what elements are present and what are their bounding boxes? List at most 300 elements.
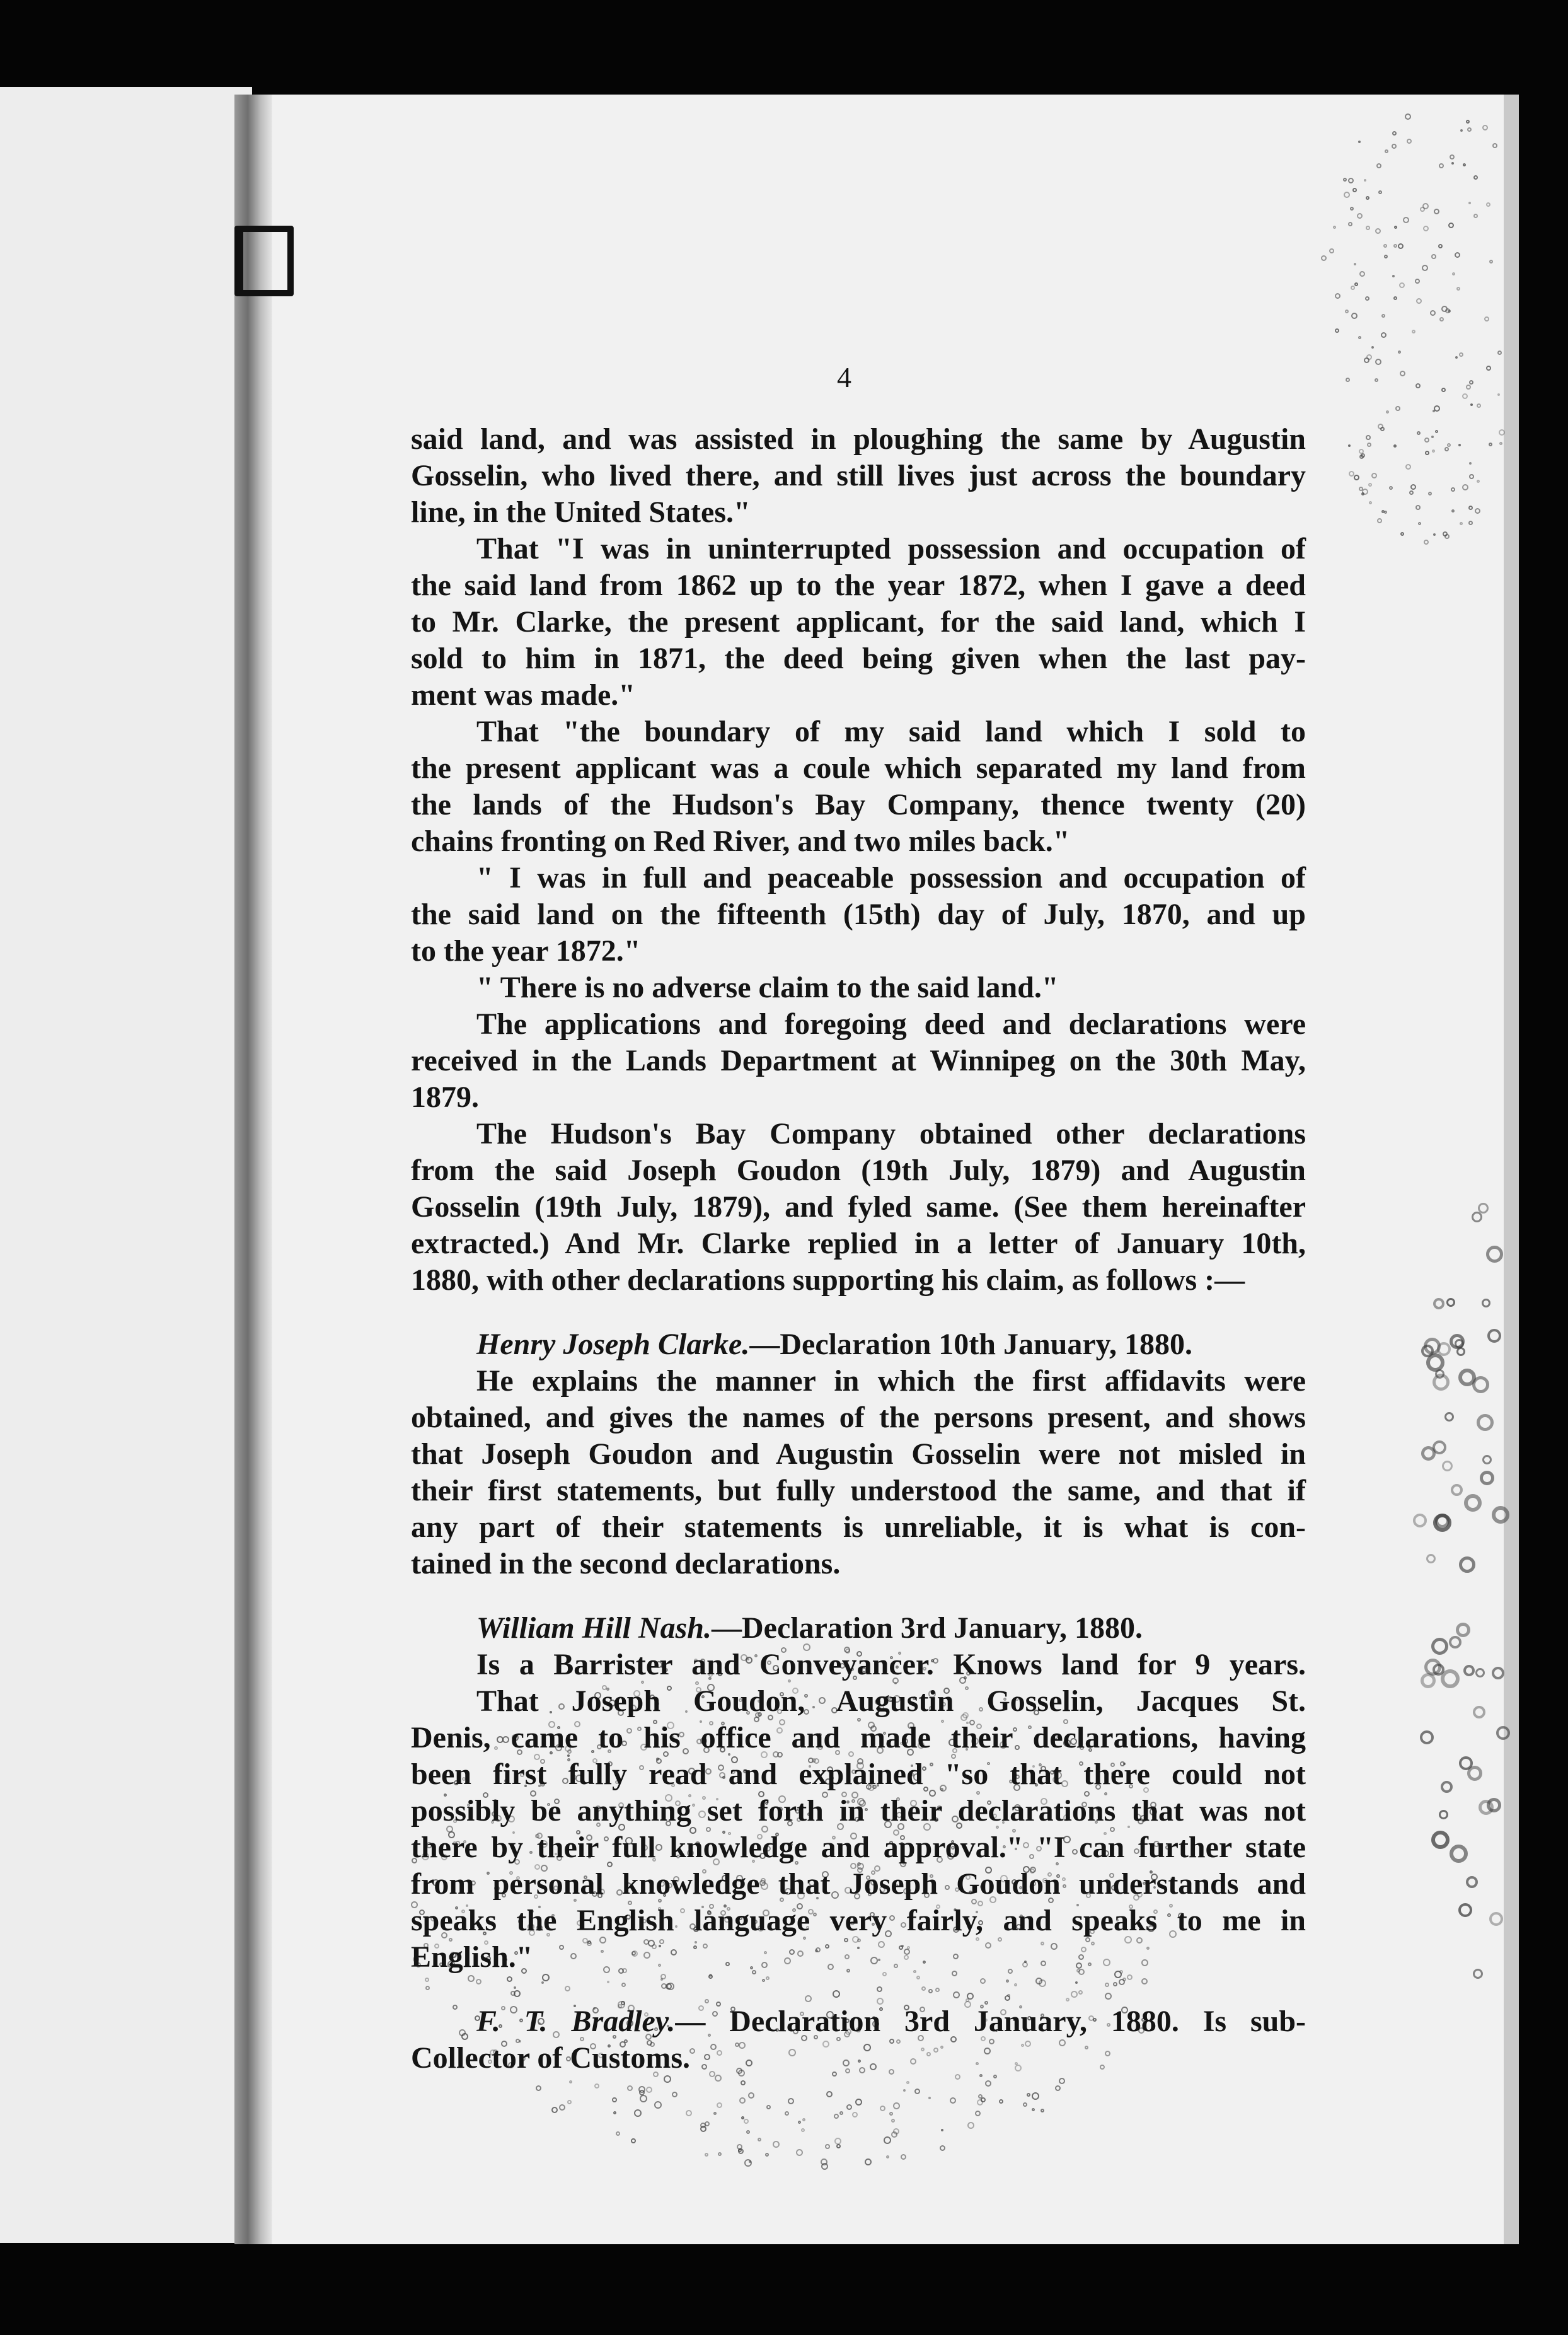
declaration-heading (411, 1610, 1306, 1647)
text-line: The applications and foregoing deed and declarations were (476, 1007, 1306, 1041)
print-speckle (852, 2112, 858, 2118)
print-speckle (999, 2099, 1003, 2104)
print-speckle (1375, 228, 1381, 234)
print-speckle (941, 2129, 943, 2131)
print-speckle (796, 2149, 803, 2156)
print-speckle (1375, 359, 1381, 365)
paragraph (411, 970, 1306, 1006)
print-speckle (967, 2122, 974, 2129)
print-speckle (1027, 2093, 1030, 2097)
print-speckle (640, 2095, 647, 2102)
print-speckle (627, 2085, 633, 2091)
print-speckle (1468, 506, 1473, 510)
print-speckle (788, 2098, 794, 2104)
text-line: Denis, came to his office and made their declarations, having (411, 1721, 1306, 1754)
print-speckle (1451, 487, 1455, 492)
text-line: speaks the English language very fairly, and speaks to me in (411, 1904, 1306, 1937)
print-speckle (1447, 443, 1451, 447)
print-speckle (1344, 192, 1350, 198)
print-speckle (785, 2111, 789, 2116)
print-speckle (1393, 444, 1397, 448)
print-speckle (1410, 484, 1416, 490)
print-speckle (1361, 453, 1365, 458)
print-speckle (1348, 222, 1352, 226)
print-speckle (551, 2107, 558, 2113)
text-line: their first statements, but fully understood the same, and that if (411, 1474, 1306, 1507)
print-speckle (1403, 217, 1409, 223)
text-line: there by their full knowledge and approval." "I can further state (411, 1831, 1306, 1864)
print-speckle (839, 2111, 843, 2115)
print-speckle (1359, 271, 1365, 277)
print-speckle (1489, 443, 1492, 446)
print-speckle (1352, 188, 1357, 192)
paragraph (411, 531, 1306, 714)
print-speckle (1431, 1831, 1450, 1849)
print-speckle (1475, 1668, 1485, 1677)
print-speckle (1452, 272, 1455, 275)
declaration-heading (411, 2003, 1306, 2040)
declaration-entry (411, 1326, 1306, 1582)
print-speckle (1434, 209, 1439, 214)
print-speckle (1443, 531, 1448, 536)
print-speckle (1378, 424, 1383, 429)
text-line: from personal knowledge that Joseph Goudon understands and (411, 1867, 1306, 1901)
paragraph (411, 421, 1306, 531)
page-edge-shadow (1504, 95, 1519, 2244)
text-line: said land, and was assisted in ploughing the same by Augustin (411, 422, 1306, 456)
print-speckle (1451, 509, 1455, 513)
print-speckle (1473, 175, 1478, 180)
print-speckle (950, 2097, 956, 2104)
text-line: English." (411, 1940, 533, 1974)
print-speckle (612, 2097, 617, 2102)
print-speckle (1350, 207, 1354, 211)
print-speckle (1351, 313, 1358, 319)
text-line: received in the Lands Department at Winnipeg on the 30th May, (411, 1044, 1306, 1077)
print-speckle (1424, 540, 1429, 545)
print-speckle (1428, 492, 1432, 495)
print-speckle (1473, 214, 1478, 218)
print-speckle (846, 2104, 852, 2110)
print-speckle (1433, 533, 1436, 536)
print-speckle (975, 2111, 981, 2116)
text-line: chains fronting on Red River, and two miles back." (411, 825, 1070, 858)
print-speckle (559, 2104, 565, 2111)
text-line: the lands of the Hudson's Bay Company, thence twenty (20) (411, 788, 1306, 821)
print-speckle (1450, 154, 1455, 159)
print-speckle (1394, 226, 1397, 229)
print-speckle (1366, 196, 1369, 200)
text-line: Is a Barrister and Conveyancer. Knows land for 9 years. (476, 1648, 1306, 1681)
print-speckle (1487, 1329, 1501, 1343)
print-speckle (1371, 473, 1377, 478)
text-line: tained in the second declarations. (411, 1547, 841, 1580)
text-line: to Mr. Clarke, the present applicant, for the said land, which I (411, 605, 1306, 639)
print-speckle (1434, 405, 1440, 412)
print-speckle (1492, 1667, 1504, 1679)
declarant-name: Henry Joseph Clarke. (476, 1328, 750, 1361)
print-speckle (1431, 1638, 1448, 1655)
print-speckle (1393, 296, 1397, 300)
print-speckle (1377, 518, 1382, 523)
print-speckle (1469, 474, 1474, 479)
print-speckle (1399, 282, 1405, 288)
print-speckle (744, 2119, 749, 2124)
print-speckle (914, 2089, 920, 2094)
print-speckle (1497, 351, 1502, 355)
print-speckle (1477, 1414, 1494, 1431)
print-speckle (801, 2128, 805, 2132)
print-speckle (1400, 532, 1404, 536)
print-speckle (1358, 336, 1361, 339)
print-speckle (1459, 1556, 1475, 1573)
print-speckle (940, 2145, 945, 2151)
print-speckle (1368, 483, 1372, 487)
text-line: extracted.) And Mr. Clarke replied in a letter of January 10th, (411, 1227, 1306, 1260)
print-speckle (1365, 296, 1369, 301)
print-speckle (1464, 1494, 1482, 1512)
print-speckle (713, 2112, 717, 2115)
print-speckle (802, 2118, 805, 2121)
print-speckle (718, 2152, 722, 2156)
print-speckle (654, 2101, 662, 2109)
print-speckle (773, 2141, 780, 2148)
print-speckle (1459, 352, 1463, 357)
declaration-entry (411, 1610, 1306, 1976)
print-speckle (1444, 1412, 1454, 1422)
print-speckle (738, 2148, 742, 2152)
print-speckle (1446, 1298, 1455, 1307)
print-speckle (865, 2158, 872, 2165)
print-speckle (1441, 388, 1446, 392)
text-line: possibly be anything set forth in their declarations that was not (411, 1794, 1306, 1828)
print-speckle (1413, 1514, 1427, 1527)
print-speckle (880, 2106, 885, 2111)
print-speckle (928, 2097, 931, 2099)
print-speckle (1499, 442, 1502, 445)
print-speckle (1023, 2102, 1027, 2107)
print-speckle (686, 2110, 692, 2116)
print-speckle (1482, 1455, 1492, 1464)
print-speckle (741, 2080, 746, 2085)
print-speckle (646, 2087, 652, 2093)
print-speckle (1354, 263, 1356, 265)
print-speckle (1463, 163, 1466, 166)
print-speckle (1492, 143, 1497, 148)
print-speckle (1451, 162, 1454, 165)
text-line: from the said Joseph Goudon (19th July, 1879) and Augustin (411, 1154, 1306, 1187)
print-speckle (705, 2153, 708, 2157)
declaration-heading (411, 1326, 1306, 1363)
print-speckle (1438, 244, 1443, 248)
print-speckle (1486, 366, 1491, 371)
text-line: the said land on the fifteenth (15th) day of July, 1870, and up (411, 898, 1306, 931)
text-line: to the year 1872." (411, 934, 641, 968)
print-speckle (1359, 449, 1364, 454)
print-speckle (613, 2111, 616, 2114)
print-speckle (977, 2099, 983, 2106)
print-speckle (1455, 356, 1458, 359)
print-speckle (1466, 120, 1470, 124)
print-speckle (1395, 406, 1400, 411)
print-speckle (1418, 522, 1421, 525)
print-speckle (1367, 443, 1371, 447)
print-speckle (893, 2128, 899, 2135)
print-speckle (1477, 480, 1480, 483)
print-speckle (1472, 1212, 1482, 1222)
print-speckle (1381, 314, 1385, 318)
print-speckle (1455, 1339, 1464, 1348)
print-speckle (616, 2131, 620, 2136)
print-speckle (1492, 1506, 1509, 1524)
print-speckle (1366, 226, 1370, 230)
print-speckle (749, 2160, 751, 2163)
print-speckle (1329, 248, 1334, 253)
print-speckle (1420, 1730, 1434, 1744)
declaration-date: —Declaration 10th January, 1880. (749, 1328, 1192, 1361)
print-speckle (1343, 178, 1347, 182)
print-speckle (901, 2154, 906, 2160)
print-speckle (855, 2099, 862, 2106)
print-speckle (1473, 1969, 1483, 1979)
print-speckle (766, 2105, 771, 2109)
print-speckle (634, 2109, 642, 2117)
text-line: any part of their statements is unreliable, it is what is con- (411, 1510, 1306, 1544)
print-speckle (1422, 265, 1428, 271)
print-speckle (1393, 244, 1397, 248)
facing-page (0, 87, 252, 2243)
text-line: Gosselin (19th July, 1879), and fyled same. (See them hereinafter (411, 1190, 1306, 1224)
print-speckle (1448, 310, 1451, 313)
print-speckle (765, 2153, 769, 2157)
print-speckle (1032, 2092, 1039, 2100)
print-speckle (1421, 1673, 1436, 1688)
print-speckle (903, 2089, 906, 2092)
print-speckle (567, 2100, 572, 2104)
text-line: Gosselin, who lived there, and still lives just across the boundary (411, 459, 1306, 492)
text-line: 1879. (411, 1081, 479, 1114)
print-speckle (1321, 255, 1327, 261)
print-speckle (1496, 1726, 1510, 1740)
print-speckle (1484, 316, 1489, 322)
text-line: That "the boundary of my said land which I sold to (476, 715, 1306, 748)
print-speckle (1444, 447, 1449, 451)
paragraph (411, 1006, 1306, 1116)
print-speckle (1415, 505, 1421, 510)
print-speckle (906, 2081, 909, 2084)
text-line: obtained, and gives the names of the persons present, and shows (411, 1401, 1306, 1434)
section-gap (411, 1299, 1306, 1326)
print-speckle (1456, 287, 1460, 291)
print-speckle (889, 2112, 893, 2116)
print-speckle (1448, 223, 1454, 228)
text-line: That "I was in uninterrupted possession and occupation of (476, 532, 1306, 565)
print-speckle (985, 2080, 991, 2087)
print-speckle (1371, 346, 1374, 349)
print-speckle (1469, 462, 1472, 465)
print-speckle (1383, 244, 1387, 248)
binding-gutter (234, 95, 272, 2244)
text-line: ment was made." (411, 678, 635, 712)
print-speckle (1389, 486, 1393, 490)
print-speckle (1421, 1446, 1436, 1461)
section-gap (411, 1582, 1306, 1610)
print-speckle (1055, 2085, 1061, 2091)
print-speckle (826, 2091, 833, 2097)
print-speckle (717, 2102, 722, 2108)
print-speckle (1430, 310, 1436, 316)
print-speckle (798, 2121, 801, 2124)
print-speckle (748, 2092, 754, 2099)
print-speckle (1433, 1514, 1451, 1532)
print-speckle (1424, 437, 1429, 443)
print-speckle (1335, 328, 1339, 333)
print-speckle (825, 2144, 830, 2149)
print-speckle (1398, 351, 1401, 354)
print-speckle (1460, 522, 1463, 525)
text-line: that Joseph Goudon and Augustin Gosselin were not misled in (411, 1437, 1306, 1471)
paragraph (411, 1116, 1306, 1299)
binding-clip-icon (234, 226, 294, 296)
print-speckle (1497, 393, 1500, 396)
declaration-date: —Declaration 3rd January, 1880. (711, 1611, 1143, 1645)
print-speckle (1433, 1298, 1444, 1309)
paragraph (411, 714, 1306, 860)
print-speckle (1385, 149, 1388, 153)
print-speckle (1425, 451, 1429, 455)
text-line: " I was in full and peaceable possession and occupation of (476, 861, 1306, 895)
text-line: sold to him in 1871, the deed being given when the last pay- (411, 642, 1306, 675)
print-speckle (1451, 1484, 1463, 1496)
print-speckle (1412, 330, 1415, 333)
print-speckle (1333, 226, 1336, 229)
print-speckle (1486, 1246, 1503, 1263)
print-speckle (569, 2080, 572, 2083)
print-speckle (1398, 243, 1404, 249)
text-line: 1880, with other declarations supporting his claim, as follows :— (411, 1263, 1245, 1297)
print-speckle (1467, 127, 1472, 132)
print-speckle (1392, 275, 1395, 277)
print-speckle (594, 2083, 599, 2089)
print-speckle (1449, 1636, 1461, 1648)
print-speckle (1462, 484, 1468, 490)
print-speckle (700, 2123, 706, 2128)
print-speckle (1384, 255, 1388, 258)
text-line: the present applicant was a coule which separated my land from (411, 751, 1306, 785)
print-speckle (1469, 380, 1473, 385)
print-speckle (821, 2158, 827, 2165)
text-line: the said land from 1862 up to the year 1872, when I gave a deed (411, 569, 1306, 602)
print-speckle (1416, 298, 1422, 304)
print-speckle (1458, 444, 1461, 446)
print-speckle (1405, 464, 1411, 470)
print-speckle (1432, 449, 1435, 453)
print-speckle (1426, 1554, 1436, 1563)
print-speckle (1420, 207, 1425, 212)
print-speckle (1426, 1353, 1444, 1372)
print-speckle (1357, 213, 1363, 219)
text-line: Collector of Customs. (411, 2041, 691, 2075)
print-speckle (1431, 436, 1434, 438)
print-speckle (1346, 378, 1350, 382)
print-speckle (1456, 1623, 1470, 1637)
print-speckle (1366, 435, 1371, 440)
print-speckle (1354, 282, 1358, 286)
print-speckle (1041, 2109, 1044, 2112)
print-speckle (834, 2114, 839, 2119)
print-speckle (1487, 1798, 1501, 1812)
print-speckle (1405, 113, 1411, 120)
print-speckle (1392, 131, 1397, 136)
print-speckle (1441, 1781, 1453, 1793)
print-speckle (893, 2102, 900, 2109)
print-speckle (741, 2116, 744, 2119)
print-speckle (1486, 202, 1490, 207)
print-speckle (1463, 1665, 1475, 1676)
print-speckle (1439, 163, 1444, 168)
text-line: been first fully read and explained "so that there could not (411, 1758, 1306, 1791)
print-speckle (1470, 403, 1473, 406)
print-speckle (758, 2138, 761, 2141)
print-speckle (672, 2092, 677, 2097)
print-speckle (1348, 444, 1351, 447)
print-speckle (1358, 141, 1361, 143)
print-speckle (1466, 385, 1471, 390)
print-speckle (1384, 511, 1387, 514)
print-speckle (834, 2138, 841, 2145)
print-speckle (1477, 403, 1481, 408)
print-speckle (739, 2097, 746, 2104)
print-speckle (1407, 139, 1412, 144)
print-speckle (1472, 1376, 1489, 1393)
print-speckle (1460, 129, 1463, 132)
print-speckle (1364, 179, 1366, 182)
paragraph (411, 860, 1306, 970)
print-speckle (1462, 393, 1468, 399)
print-speckle (1364, 357, 1369, 363)
print-speckle (1441, 306, 1448, 312)
print-speckle (1361, 492, 1364, 495)
text-line: line, in the United States." (411, 495, 751, 529)
text-line: That Joseph Goudon, Augustin Gosselin, Jacques St. (476, 1684, 1306, 1718)
print-speckle (1466, 1876, 1478, 1888)
declarant-name: William Hill Nash. (476, 1611, 712, 1645)
print-speckle (891, 2119, 895, 2123)
print-speckle (536, 2085, 541, 2091)
print-speckle (1473, 1706, 1485, 1718)
print-speckle (631, 2138, 636, 2143)
print-speckle (1482, 125, 1488, 130)
print-speckle (884, 2136, 891, 2144)
print-speckle (1489, 260, 1493, 264)
print-speckle (1059, 2078, 1065, 2084)
print-speckle (1489, 1912, 1503, 1926)
print-speckle (1351, 286, 1355, 290)
print-speckle (1415, 383, 1421, 388)
print-speckle (1480, 1471, 1494, 1485)
print-speckle (1439, 317, 1444, 322)
print-speckle (746, 2130, 750, 2134)
print-speckle (1345, 310, 1349, 313)
print-speckle (1369, 501, 1372, 504)
print-speckle (1423, 226, 1429, 231)
print-speckle (1378, 190, 1382, 194)
print-speckle (1439, 1810, 1448, 1819)
print-speckle (1415, 279, 1420, 284)
print-speckle (1455, 252, 1460, 258)
print-speckle (1433, 1374, 1450, 1391)
print-speckle (836, 2144, 841, 2148)
